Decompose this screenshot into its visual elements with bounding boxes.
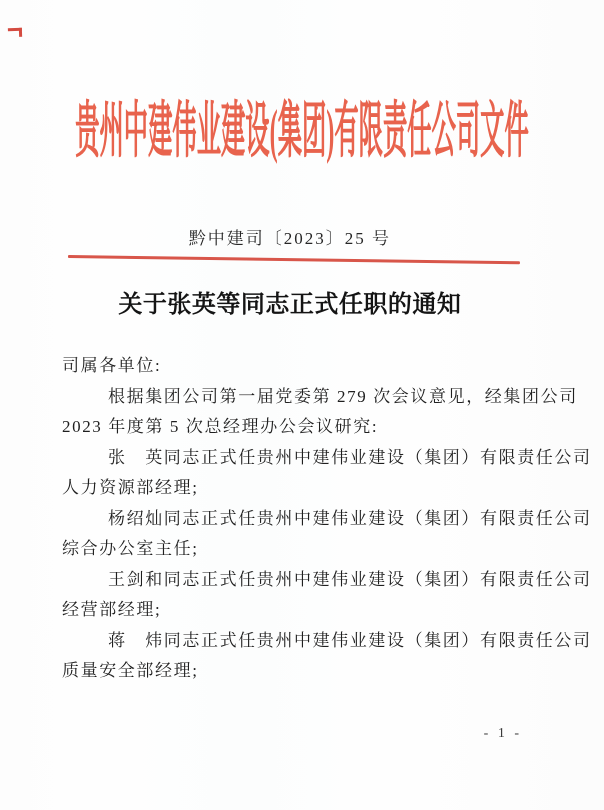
body-line: 张 英同志正式任贵州中建伟业建设（集团）有限责任公司 [108,447,592,467]
body-line: 王剑和同志正式任贵州中建伟业建设（集团）有限责任公司 [108,569,592,589]
document-number: 黔中建司〔2023〕25 号 [188,229,392,248]
body-line: 2023 年度第 5 次总经理办公会议研究: [62,417,379,436]
body-line: 综合办公室主任; [62,539,199,558]
body-line: 经营部经理; [62,600,162,619]
scan-corner-mark [8,28,22,37]
document-title: 关于张英等同志正式任职的通知 [118,292,462,318]
letterhead-company-title: 贵州中建伟业建设(集团)有限责任公司文件 [75,97,529,165]
body-line: 质量安全部经理; [62,661,199,680]
page-number: - 1 - [483,726,522,741]
body-line: 杨绍灿同志正式任贵州中建伟业建设（集团）有限责任公司 [108,508,592,528]
body-line: 蒋 炜同志正式任贵州中建伟业建设（集团）有限责任公司 [108,630,592,650]
document-body [62,351,592,687]
red-divider-line [68,255,520,264]
body-line: 根据集团公司第一届党委第 279 次会议意见，经集团公司 [108,386,578,406]
body-line-salutation: 司属各单位: [62,356,162,375]
body-line: 人力资源部经理; [62,478,199,497]
